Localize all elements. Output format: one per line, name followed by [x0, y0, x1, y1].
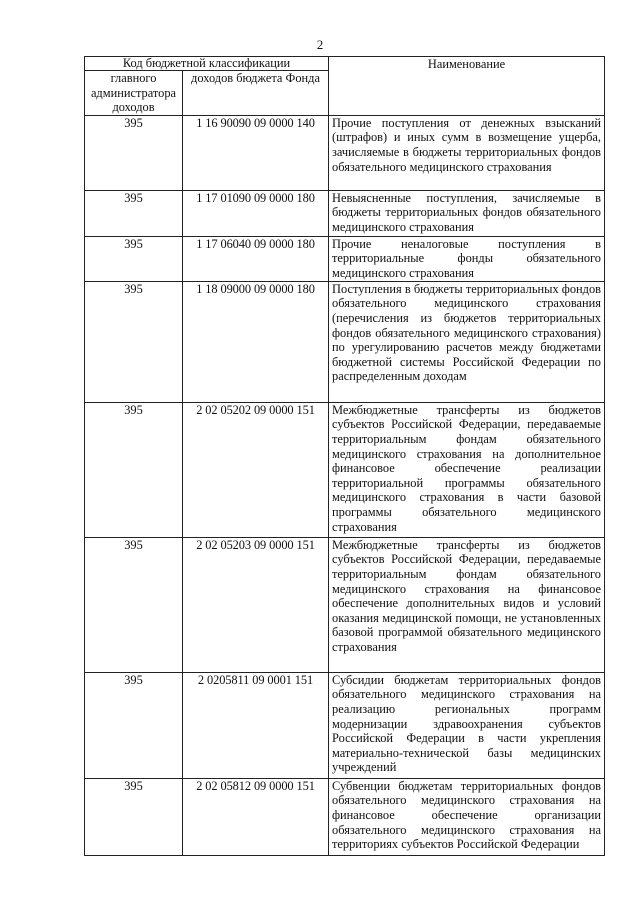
header-chief-administrator: главного администратора доходов [85, 71, 183, 116]
header-budget-code-group: Код бюджетной классификации [85, 57, 329, 71]
header-name: Наименование [329, 57, 605, 116]
table-row [85, 778, 605, 855]
table-row [85, 672, 605, 778]
income-code-cell: 2 02 05202 09 0000 151 [183, 402, 329, 537]
admin-code-cell: 395 [85, 236, 183, 281]
income-code-cell: 1 17 06040 09 0000 180 [183, 236, 329, 281]
income-code-cell: 1 16 90090 09 0000 140 [183, 115, 329, 190]
admin-code-cell: 395 [85, 190, 183, 236]
table-row [85, 537, 605, 672]
name-cell: Субсидии бюджетам территориальных фондов обязательного медицинского страхования на реализацию региональных программ модернизации здравоохранения субъектов Российской Федерации в части укрепления материально-технической базы медицинских учреждений [329, 672, 605, 778]
name-cell: Поступления в бюджеты территориальных фондов обязательного медицинского страхования (перечисления из бюджетов территориальных фондов обязательного медицинского страхования) по урегулированию расчетов между бюджетами бюджетной системы Российской Федерации по распределенным доходам [329, 281, 605, 402]
table-row [85, 190, 605, 236]
income-code-cell: 1 18 09000 09 0000 180 [183, 281, 329, 402]
admin-code-cell: 395 [85, 115, 183, 190]
income-code-cell: 2 02 05812 09 0000 151 [183, 778, 329, 855]
name-cell: Невыясненные поступления, зачисляемые в бюджеты территориальных фондов обязательного медицинского страхования [329, 190, 605, 236]
income-code-cell: 1 17 01090 09 0000 180 [183, 190, 329, 236]
name-cell: Межбюджетные трансферты из бюджетов субъектов Российской Федерации, передаваемые территориальным фондам обязательного медицинского страхования на финансовое обеспечение дополнительных видов и условий оказания медицинской помощи, не установленных базовой программой обязательного медицинского страхования [329, 537, 605, 672]
table-row [85, 115, 605, 190]
admin-code-cell: 395 [85, 537, 183, 672]
admin-code-cell: 395 [85, 778, 183, 855]
name-cell: Прочие поступления от денежных взысканий (штрафов) и иных сумм в возмещение ущерба, зачисляемые в бюджеты территориальных фондов обязательного медицинского страхования [329, 115, 605, 190]
admin-code-cell: 395 [85, 402, 183, 537]
table-row [85, 236, 605, 281]
header-fund-income: доходов бюджета Фонда [183, 71, 329, 116]
table-row [85, 402, 605, 537]
income-code-cell: 2 0205811 09 0001 151 [183, 672, 329, 778]
table-row [85, 281, 605, 402]
name-cell: Межбюджетные трансферты из бюджетов субъектов Российской Федерации, передаваемые территориальным фондам обязательного медицинского страхования на дополнительное финансовое обеспечение реализации территориальной программы обязательного медицинского страхования в части базовой программы обязательного медицинского страхования [329, 402, 605, 537]
admin-code-cell: 395 [85, 281, 183, 402]
income-code-cell: 2 02 05203 09 0000 151 [183, 537, 329, 672]
budget-classification-table [84, 56, 605, 856]
name-cell: Субвенции бюджетам территориальных фондов обязательного медицинского страхования на финансовое обеспечение организации обязательного медицинского страхования на территориях субъектов Российской Федерации [329, 778, 605, 855]
name-cell: Прочие неналоговые поступления в территориальные фонды обязательного медицинского страхования [329, 236, 605, 281]
admin-code-cell: 395 [85, 672, 183, 778]
page-number: 2 [316, 37, 324, 52]
